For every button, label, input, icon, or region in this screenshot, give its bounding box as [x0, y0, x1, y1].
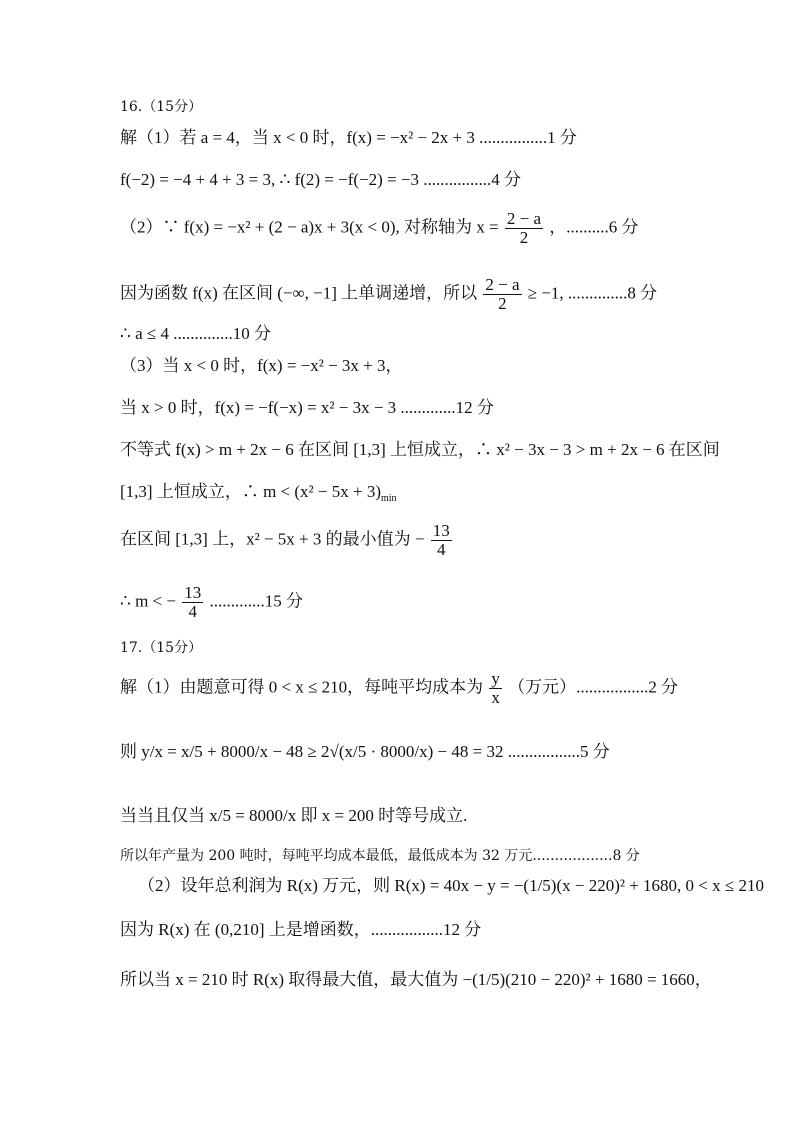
p16-line-5	[120, 324, 271, 344]
p17-line-1-fraction	[489, 670, 502, 707]
fraction-numerator: 2 − a	[506, 209, 542, 228]
p16-line-11-score: .............15 分	[209, 591, 303, 611]
min-subscript: min	[380, 493, 397, 504]
p16-line-1-text: 解（1）若 a = 4，当 x < 0 时，f(x) = −x² − 2x + 3 ................1 分	[120, 128, 577, 147]
p16-line-8	[120, 440, 720, 460]
p16-line-4-score: ≥ −1, ..............8 分	[527, 283, 658, 303]
p16-line-10-text: 在区间 [1,3] 上，x² − 5x + 3 的最小值为 −	[120, 529, 425, 549]
p16-line-6	[120, 356, 403, 376]
fraction-denominator: x	[491, 688, 500, 707]
p17-line-4	[120, 846, 640, 866]
p16-line-3-text: （2）∵ f(x) = −x² + (2 − a)x + 3(x < 0), 对称轴为 x =	[120, 217, 499, 237]
p17-line-1-text: 解（1）由题意可得 0 < x ≤ 210，每吨平均成本为	[120, 677, 484, 697]
p16-line-10	[120, 522, 454, 559]
p17-line-6-text: 因为 R(x) 在 (0,210] 上是增函数，.................12 分	[120, 920, 482, 939]
p16-line-9-text: [1,3] 上恒成立，∴ m < (x² − 5x + 3)	[120, 482, 381, 501]
fraction-denominator: 4	[188, 602, 197, 621]
p16-line-11	[120, 584, 303, 621]
problem-16-header	[120, 97, 202, 117]
p17-line-3-text: 当当且仅当 x/5 = 8000/x 即 x = 200 时等号成立.	[120, 806, 468, 825]
p16-line-3-score: ，..........6 分	[549, 217, 639, 237]
problem-16-header-text: 16.（15分）	[120, 99, 203, 115]
p16-line-4-fraction	[483, 276, 521, 313]
p16-line-4	[120, 276, 657, 313]
p16-line-4-text: 因为函数 f(x) 在区间 (−∞, −1] 上单调递增，所以	[120, 283, 478, 303]
p17-line-7-text: 所以当 x = 210 时 R(x) 取得最大值，最大值为 −(1/5)(210 − 220)² + 1680 = 1660，	[120, 970, 712, 989]
p17-line-5-text: （2）设年总利润为 R(x) 万元，则 R(x) = 40x − y = −(1/5)(x − 220)² + 1680, 0 < x ≤ 210	[138, 876, 764, 895]
p16-line-7	[120, 398, 494, 418]
p16-line-3-fraction	[505, 210, 543, 247]
p16-line-2	[120, 170, 521, 190]
p16-line-6-text: （3）当 x < 0 时，f(x) = −x² − 3x + 3，	[120, 356, 403, 375]
p16-line-10-fraction	[431, 522, 452, 559]
p16-line-3	[120, 210, 639, 247]
fraction-denominator: 2	[498, 294, 507, 313]
fraction-denominator: 4	[436, 540, 446, 559]
p16-line-2-text: f(−2) = −4 + 4 + 3 = 3, ∴ f(2) = −f(−2) = −3 ................4 分	[120, 170, 521, 189]
fraction-numerator: 2 − a	[485, 275, 520, 294]
problem-17-header-text: 17.（15分）	[120, 640, 203, 656]
p17-line-2-text: 则 y/x = x/5 + 8000/x − 48 ≥ 2√(x/5 · 8000/x) − 48 = 32 .................5 分	[120, 742, 610, 761]
p16-line-7-text: 当 x > 0 时，f(x) = −f(−x) = x² − 3x − 3 .............12 分	[120, 398, 494, 417]
p17-line-5	[138, 876, 764, 896]
p17-line-7	[120, 970, 712, 990]
p17-line-3	[120, 806, 467, 826]
problem-17-header	[120, 638, 202, 658]
p16-line-8-text: 不等式 f(x) > m + 2x − 6 在区间 [1,3] 上恒成立，∴ x² − 3x − 3 > m + 2x − 6 在区间	[120, 440, 720, 459]
p17-line-2	[120, 742, 610, 762]
fraction-numerator: 13	[432, 521, 450, 540]
p17-line-1	[120, 670, 678, 707]
p17-line-1-score: （万元）.................2 分	[508, 677, 679, 697]
fraction-numerator: y	[491, 669, 500, 688]
p16-line-1	[120, 128, 577, 148]
p16-line-5-text: ∴ a ≤ 4 ..............10 分	[120, 324, 271, 343]
fraction-denominator: 2	[519, 228, 529, 247]
p16-line-11-text: ∴ m < −	[120, 591, 176, 611]
fraction-numerator: 13	[184, 583, 202, 602]
p17-line-4-text: 所以年产量为 200 吨时，每吨平均成本最低，最低成本为 32 万元..................8 分	[120, 848, 640, 864]
p17-line-6	[120, 920, 481, 940]
p16-line-11-fraction	[182, 584, 203, 621]
p16-line-9	[120, 482, 397, 509]
